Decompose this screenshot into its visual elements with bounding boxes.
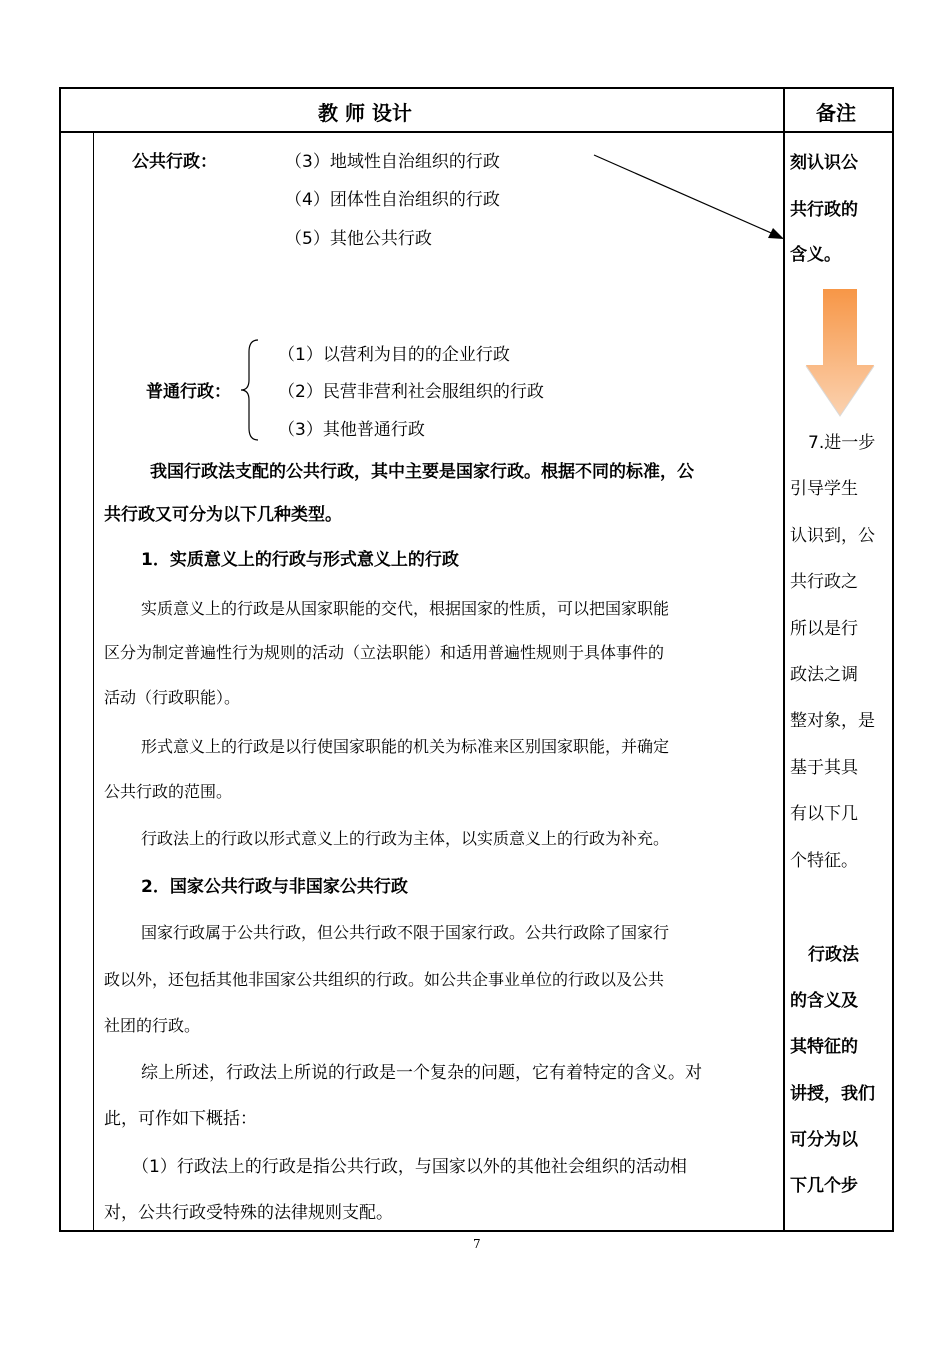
note-text: 含义。 (790, 245, 841, 265)
intro-text: 共行政又可分为以下几种类型。 (104, 505, 342, 525)
note-text: 基于其具 (790, 758, 858, 778)
section-heading-1: 1．实质意义上的行政与形式意义上的行政 (141, 550, 459, 570)
note-text: 共行政的 (790, 200, 858, 220)
body-text: 区分为制定普遍性行为规则的活动（立法职能）和适用普遍性规则于具体事件的 (104, 643, 665, 662)
pointer-arrow-icon (590, 150, 790, 250)
public-admin-item: （5）其他公共行政 (285, 229, 432, 249)
note-text: 行政法 (808, 945, 859, 965)
note-text: 政法之调 (790, 665, 858, 685)
public-admin-label: 公共行政： (132, 152, 217, 172)
page-number: 7 (473, 1237, 481, 1251)
left-brace-icon (236, 338, 262, 442)
note-text: 其特征的 (790, 1037, 858, 1057)
down-arrow-icon (800, 286, 880, 422)
body-text: 国家行政属于公共行政，但公共行政不限于国家行政。公共行政除了国家行 (141, 923, 670, 942)
note-text: 个特征。 (790, 851, 858, 871)
body-text: （1）行政法上的行政是指公共行政，与国家以外的其他社会组织的活动相 (132, 1157, 687, 1177)
header-divider (59, 131, 894, 133)
note-text: 引导学生 (790, 479, 858, 499)
public-admin-item: （3）地域性自治组织的行政 (285, 152, 500, 172)
body-text: 行政法上的行政以形式意义上的行政为主体，以实质意义上的行政为补充。 (141, 829, 670, 848)
left-margin-line (93, 132, 94, 1232)
public-admin-item: （4）团体性自治组织的行政 (285, 190, 500, 210)
body-text: 公共行政的范围。 (104, 782, 233, 801)
header-design: 教 师 设计 (318, 101, 412, 125)
body-text: 此，可作如下概括： (104, 1109, 257, 1129)
note-text: 所以是行 (790, 619, 858, 639)
note-text: 可分为以 (790, 1130, 858, 1150)
section-heading-2: 2．国家公共行政与非国家公共行政 (141, 877, 408, 897)
note-text: 认识到，公 (790, 526, 875, 546)
note-text: 的含义及 (790, 991, 858, 1011)
body-text: 形式意义上的行政是以行使国家职能的机关为标准来区别国家职能，并确定 (141, 737, 670, 756)
note-text: 下几个步 (790, 1176, 858, 1196)
note-text: 刻认识公 (790, 153, 858, 173)
body-text: 实质意义上的行政是从国家职能的交代，根据国家的性质，可以把国家职能 (141, 599, 670, 618)
ordinary-admin-item: （2）民营非营利社会服组织的行政 (278, 382, 544, 402)
note-text: 有以下几 (790, 804, 858, 824)
header-remarks: 备注 (816, 101, 856, 125)
intro-text: 我国行政法支配的公共行政，其中主要是国家行政。根据不同的标准，公 (150, 462, 694, 482)
remarks-column-divider (783, 87, 785, 1232)
ordinary-admin-item: （3）其他普通行政 (278, 420, 425, 440)
body-text: 活动（行政职能）。 (104, 688, 241, 707)
body-text: 综上所述，行政法上所说的行政是一个复杂的问题，它有着特定的含义。对 (141, 1063, 702, 1083)
body-text: 政以外，还包括其他非国家公共组织的行政。如公共企事业单位的行政以及公共 (104, 970, 665, 989)
note-text: 共行政之 (790, 572, 858, 592)
body-text: 社团的行政。 (104, 1016, 201, 1035)
body-text: 对，公共行政受特殊的法律规则支配。 (104, 1203, 393, 1223)
note-text: 7.进一步 (808, 433, 876, 453)
ordinary-admin-item: （1）以营利为目的的企业行政 (278, 345, 510, 365)
ordinary-admin-label: 普通行政： (146, 382, 231, 402)
note-text: 讲授，我们 (790, 1084, 875, 1104)
note-text: 整对象，是 (790, 711, 875, 731)
